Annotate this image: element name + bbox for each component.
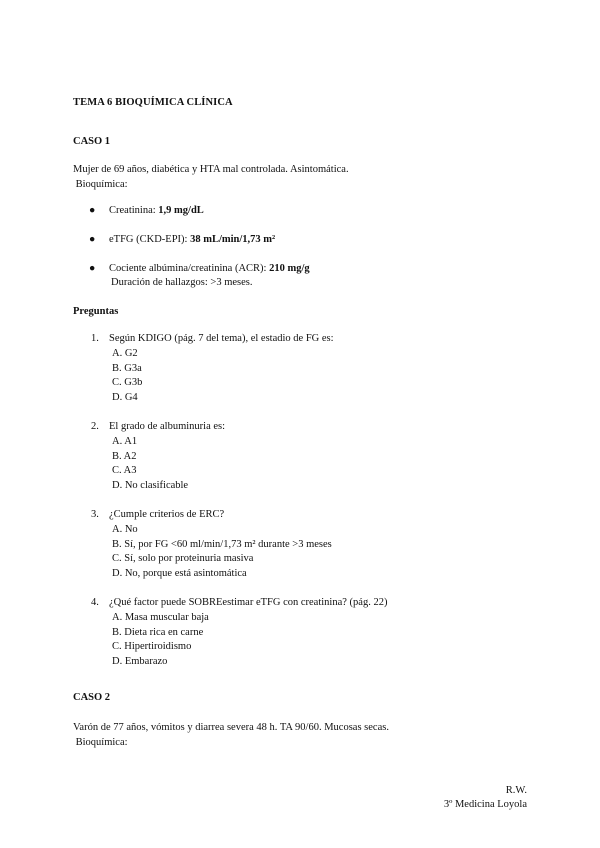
questions-heading: Preguntas bbox=[73, 306, 119, 317]
question-number: 1. bbox=[91, 333, 99, 344]
question-number: 2. bbox=[91, 421, 99, 432]
question-4-option-b: B. Dieta rica en carne bbox=[112, 627, 204, 638]
question-2-option-a: A. A1 bbox=[112, 436, 138, 447]
question-3-option-a: A. No bbox=[112, 524, 138, 535]
question-4-option-c: C. Hipertiroidismo bbox=[112, 641, 192, 652]
question-text: ¿Qué factor puede SOBREestimar eTFG con creatinina? (pág. 22) bbox=[109, 597, 388, 608]
case-1-line-2: Bioquímica: bbox=[73, 179, 128, 190]
lab-label: Creatinina: bbox=[109, 205, 159, 216]
lab-value: 38 mL/min/1,73 m² bbox=[190, 234, 276, 245]
bullet-icon: ● bbox=[89, 234, 96, 245]
question-3-option-c: C. Sí, solo por proteinuria masiva bbox=[112, 553, 254, 564]
case-2-line-2: Bioquímica: bbox=[73, 737, 128, 748]
question-2-option-d: D. No clasificable bbox=[112, 480, 189, 491]
footer-initials: R.W. bbox=[505, 785, 527, 796]
question-1-option-c: C. G3b bbox=[112, 377, 143, 388]
question-text: El grado de albuminuria es: bbox=[109, 421, 226, 432]
question-1-option-b: B. G3a bbox=[112, 363, 142, 374]
case-1-line-1: Mujer de 69 años, diabética y HTA mal controlada. Asintomática. bbox=[73, 164, 349, 175]
lab-label: eTFG (CKD-EPI): bbox=[109, 234, 191, 245]
question-4-option-d: D. Embarazo bbox=[112, 656, 168, 667]
lab-value: 210 mg/g bbox=[269, 263, 310, 274]
question-text: ¿Cumple criterios de ERC? bbox=[109, 509, 225, 520]
question-number: 3. bbox=[91, 509, 99, 520]
bullet-icon: ● bbox=[89, 205, 96, 216]
footer-course: 3º Medicina Loyola bbox=[443, 799, 527, 810]
question-3-option-d: D. No, porque está asintomática bbox=[112, 568, 247, 579]
lab-duration: Duración de hallazgos: >3 meses. bbox=[111, 277, 253, 288]
question-3-option-b: B. Sí, por FG <60 ml/min/1,73 m² durante >3 meses bbox=[112, 539, 332, 550]
case-2-description bbox=[73, 720, 389, 750]
case-2-heading: CASO 2 bbox=[73, 692, 111, 703]
question-1-option-a: A. G2 bbox=[112, 348, 138, 359]
case-1-description bbox=[73, 162, 349, 192]
bullet-icon: ● bbox=[89, 263, 96, 274]
question-number: 4. bbox=[91, 597, 99, 608]
question-2-option-b: B. A2 bbox=[112, 451, 137, 462]
case-1-heading: CASO 1 bbox=[73, 136, 111, 147]
lab-value: 1,9 mg/dL bbox=[158, 205, 204, 216]
question-text: Según KDIGO (pág. 7 del tema), el estadio de FG es: bbox=[109, 333, 334, 344]
case-2-line-1: Varón de 77 años, vómitos y diarrea severa 48 h. TA 90/60. Mucosas secas. bbox=[73, 722, 389, 733]
question-2-option-c: C. A3 bbox=[112, 465, 137, 476]
question-4-option-a: A. Masa muscular baja bbox=[112, 612, 209, 623]
question-1-option-d: D. G4 bbox=[112, 392, 138, 403]
lab-label: Cociente albúmina/creatinina (ACR): bbox=[109, 263, 270, 274]
document-title: TEMA 6 BIOQUÍMICA CLÍNICA bbox=[73, 97, 233, 108]
